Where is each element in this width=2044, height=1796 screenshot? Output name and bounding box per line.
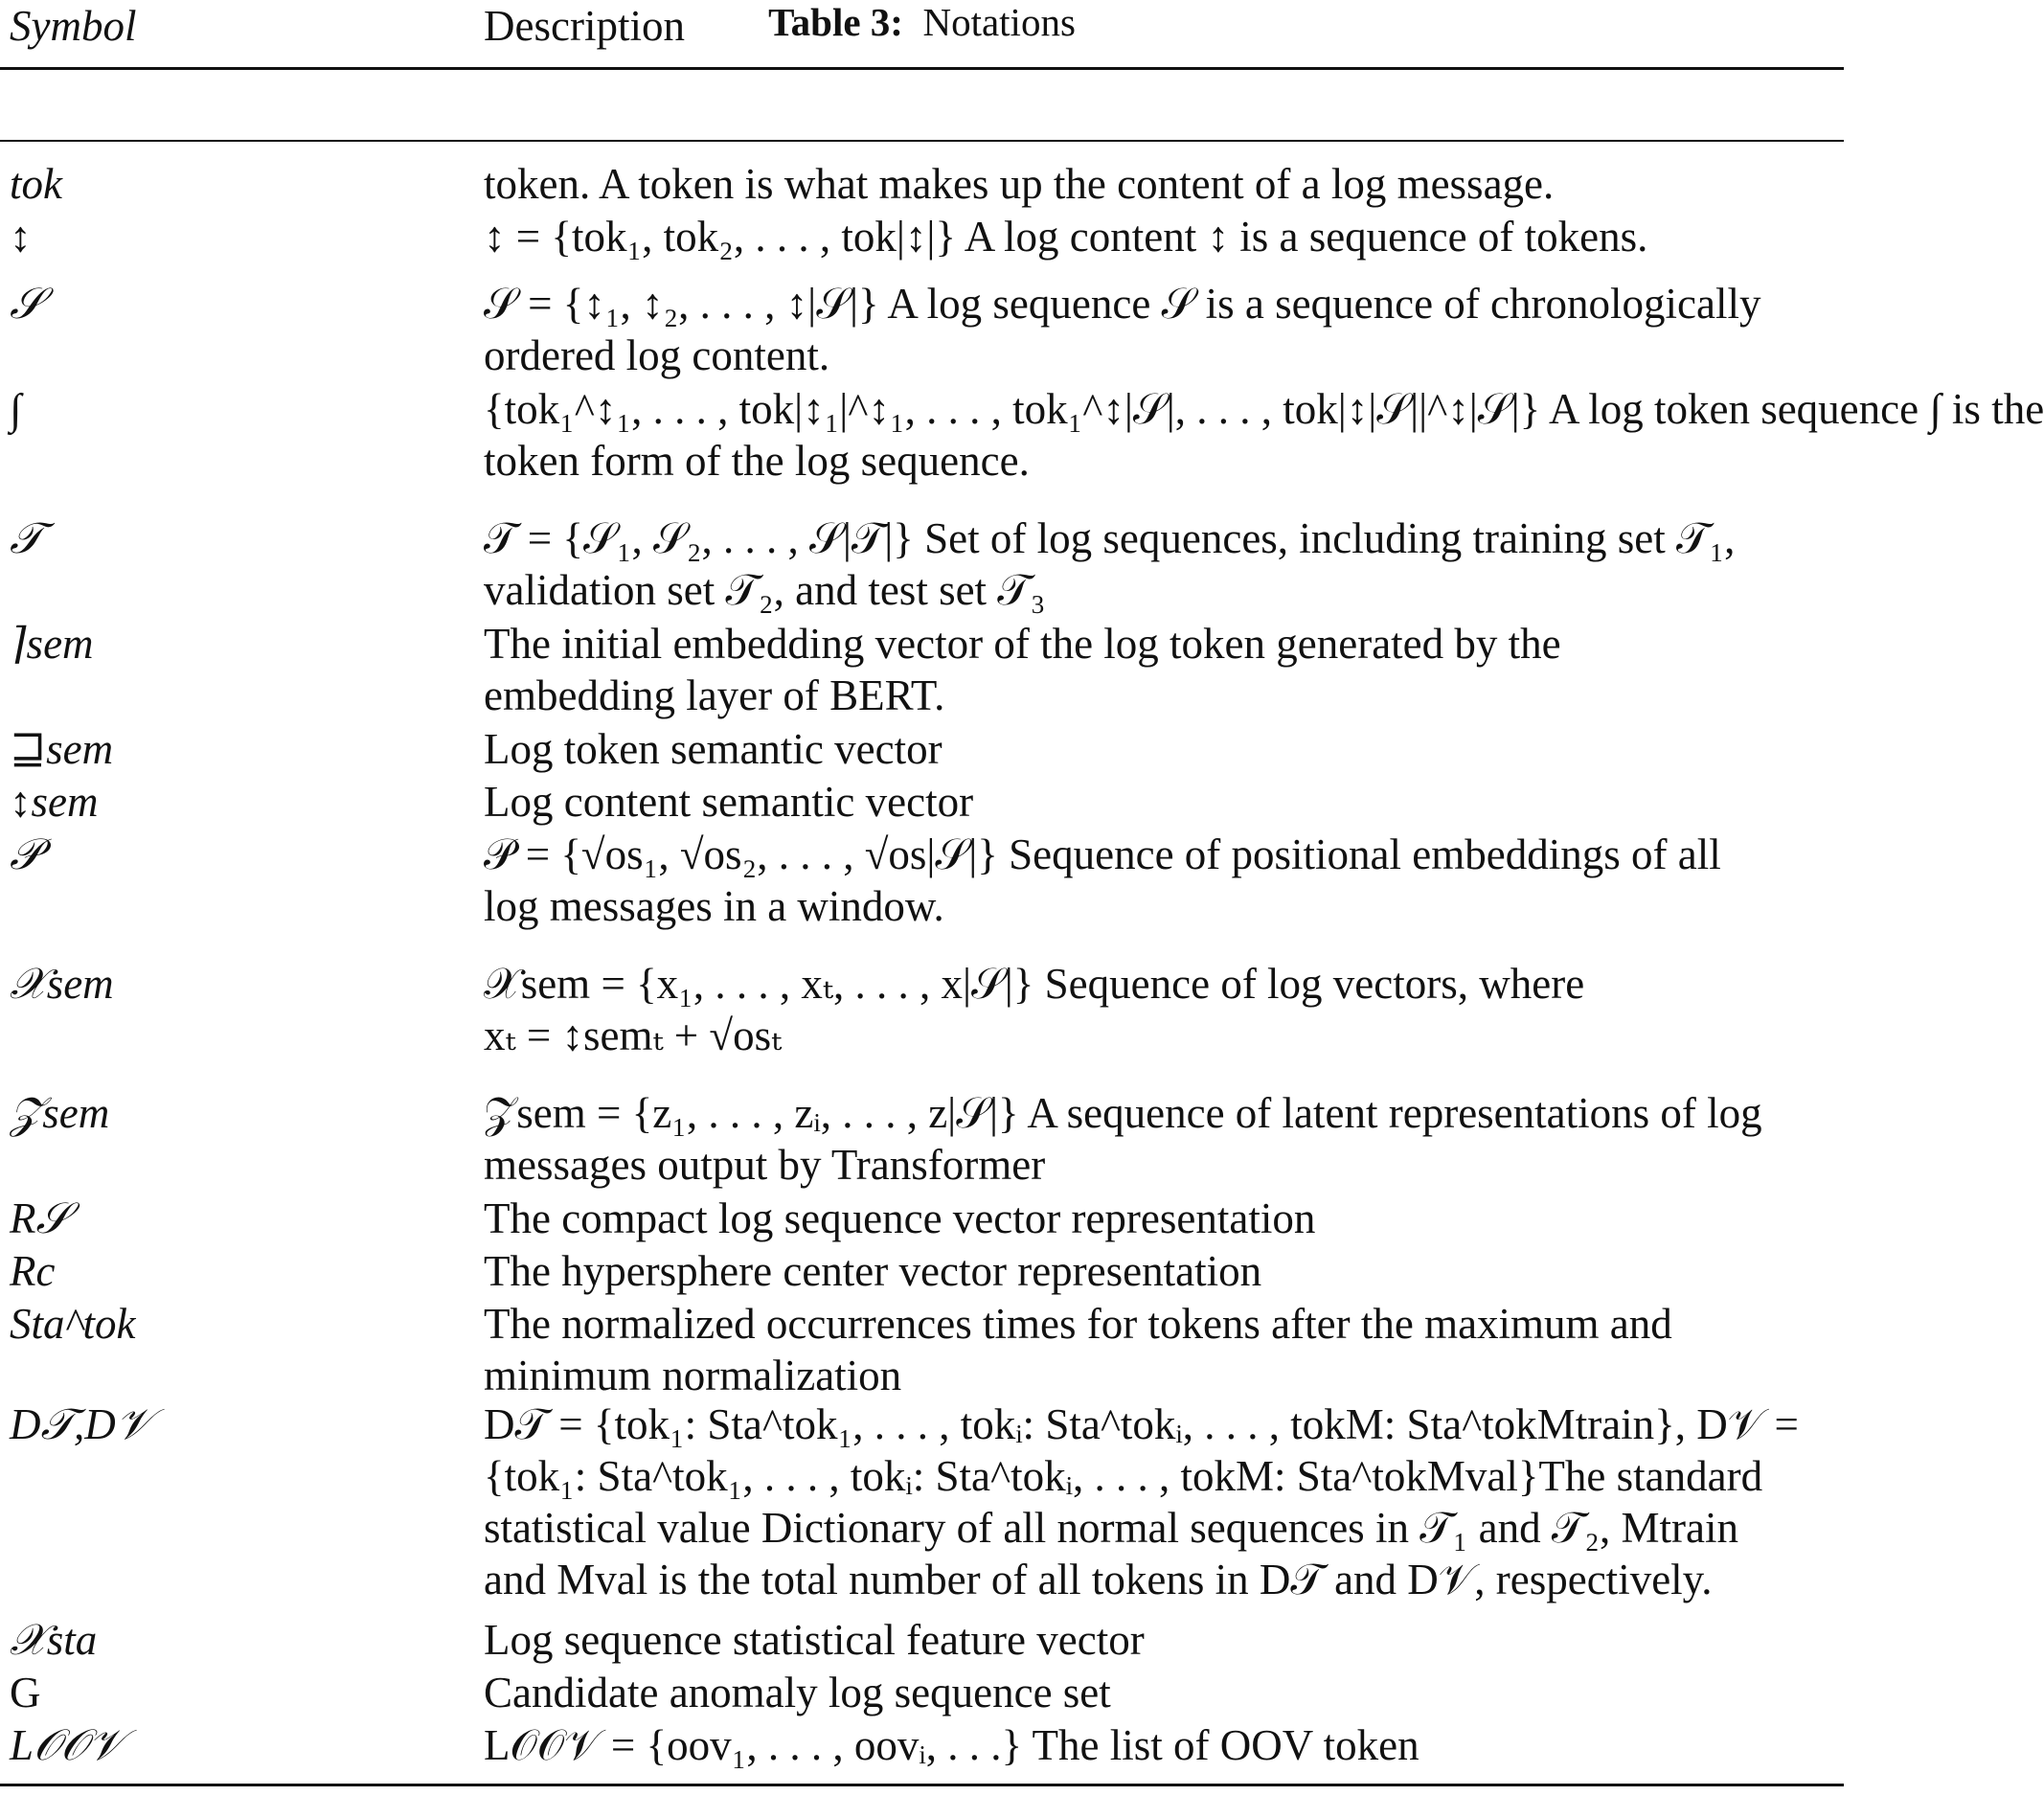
description-line: The initial embedding vector of the log token generated by the bbox=[484, 620, 1561, 668]
description-cell bbox=[484, 383, 2044, 487]
description-cell bbox=[484, 1398, 1834, 1605]
description-line: Log token semantic vector bbox=[484, 725, 943, 773]
description-line: The compact log sequence vector representation bbox=[484, 1194, 1316, 1242]
description-cell bbox=[484, 512, 1834, 616]
symbol-cell: tok bbox=[10, 160, 62, 208]
description-line: embedding layer of BERT. bbox=[484, 671, 945, 719]
description-cell bbox=[484, 158, 1834, 210]
description-line: token. A token is what makes up the content of a log message. bbox=[484, 160, 1555, 208]
description-cell bbox=[484, 1614, 1834, 1666]
symbol-cell: R𝒮 bbox=[10, 1194, 70, 1242]
description-line: xₜ = ↕semₜ + √osₜ bbox=[484, 1012, 783, 1059]
description-cell bbox=[484, 958, 1834, 1061]
description-cell bbox=[484, 278, 1834, 381]
description-line: {tok₁: Sta^tok₁, . . . , tokᵢ: Sta^tokᵢ, . . . , tokM: Sta^tokMval}The standard bbox=[484, 1452, 1763, 1500]
description-line: and Mval is the total number of all tokens in D𝒯 and D𝒱, respectively. bbox=[484, 1556, 1713, 1603]
description-cell bbox=[484, 1087, 1834, 1191]
symbol-cell: ↕sem bbox=[10, 778, 99, 826]
description-line: {tok₁^↕₁, . . . , tok|↕₁|^↕₁, . . . , tok₁^↕|𝒮|, . . . , tok|↕|𝒮||^↕|𝒮|} A log token sequence ∫ is the bbox=[484, 385, 2044, 433]
header-description: Description bbox=[484, 2, 685, 50]
description-cell bbox=[484, 723, 1834, 775]
symbol-cell: ↕ bbox=[10, 213, 32, 261]
description-line: L𝒪𝒪𝒱 = {oov₁, . . . , oovᵢ, . . .} The list of OOV token bbox=[484, 1721, 1419, 1769]
description-line: 𝒮 = {↕₁, ↕₂, . . . , ↕|𝒮|} A log sequence 𝒮 is a sequence of chronologically bbox=[484, 280, 1761, 328]
symbol-cell: ⊒sem bbox=[10, 725, 114, 773]
description-cell bbox=[484, 618, 1834, 721]
description-line: Log sequence statistical feature vector bbox=[484, 1616, 1145, 1664]
description-line: 𝒫 = {√os₁, √os₂, . . . , √os|𝒮|} Sequence of positional embeddings of all bbox=[484, 830, 1721, 878]
description-line: Candidate anomaly log sequence set bbox=[484, 1669, 1111, 1716]
symbol-cell: D𝒯,D𝒱 bbox=[10, 1400, 152, 1448]
header-symbol: Symbol bbox=[10, 2, 137, 50]
description-line: token form of the log sequence. bbox=[484, 437, 1030, 485]
description-line: D𝒯 = {tok₁: Sta^tok₁, . . . , tokᵢ: Sta^tokᵢ, . . . , tokM: Sta^tokMtrain}, D𝒱 = bbox=[484, 1400, 1799, 1448]
symbol-cell: 𝒵sem bbox=[10, 1089, 110, 1137]
description-cell bbox=[484, 1667, 1834, 1718]
table-caption-text: Notations bbox=[922, 0, 1076, 44]
header-rule bbox=[0, 140, 1844, 142]
description-cell bbox=[484, 776, 1834, 828]
symbol-cell: 𝒳sta bbox=[10, 1616, 98, 1664]
description-line: messages output by Transformer bbox=[484, 1141, 1046, 1189]
description-line: statistical value Dictionary of all normal sequences in 𝒯₁ and 𝒯₂, Mtrain bbox=[484, 1504, 1738, 1552]
description-line: The normalized occurrences times for tokens after the maximum and bbox=[484, 1300, 1672, 1348]
symbol-cell: 𝒫 bbox=[10, 830, 41, 878]
description-cell bbox=[484, 1298, 1834, 1401]
description-line: 𝒳sem = {x₁, . . . , xₜ, . . . , x|𝒮|} Sequence of log vectors, where bbox=[484, 960, 1585, 1008]
description-cell bbox=[484, 829, 1834, 932]
description-cell bbox=[484, 1193, 1834, 1244]
symbol-cell: 𝒮 bbox=[10, 280, 43, 328]
table-caption-label: Table 3: bbox=[768, 0, 903, 44]
description-cell bbox=[484, 211, 1834, 262]
symbol-cell: G bbox=[10, 1669, 41, 1716]
description-line: ↕ = {tok₁, tok₂, . . . , tok|↕|} A log content ↕ is a sequence of tokens. bbox=[484, 213, 1648, 261]
description-line: Log content semantic vector bbox=[484, 778, 974, 826]
symbol-cell: L𝒪𝒪𝒱 bbox=[10, 1721, 125, 1769]
description-cell bbox=[484, 1719, 1834, 1771]
bottom-rule bbox=[0, 1784, 1844, 1786]
description-line: ordered log content. bbox=[484, 331, 830, 379]
symbol-cell: 𝒯 bbox=[10, 514, 43, 562]
symbol-cell: ⌉sem bbox=[10, 620, 94, 668]
description-line: minimum normalization bbox=[484, 1352, 902, 1399]
symbol-cell: Sta^tok bbox=[10, 1300, 136, 1348]
symbol-cell: Rc bbox=[10, 1247, 56, 1295]
description-line: log messages in a window. bbox=[484, 882, 944, 930]
description-line: The hypersphere center vector representation bbox=[484, 1247, 1262, 1295]
symbol-cell: ∫ bbox=[10, 385, 22, 433]
description-line: 𝒵sem = {z₁, . . . , zᵢ, . . . , z|𝒮|} A sequence of latent representations of log bbox=[484, 1089, 1762, 1137]
description-cell bbox=[484, 1245, 1834, 1297]
symbol-cell: 𝒳sem bbox=[10, 960, 114, 1008]
top-rule bbox=[0, 67, 1844, 70]
description-line: 𝒯 = {𝒮₁, 𝒮₂, . . . , 𝒮|𝒯|} Set of log sequences, including training set 𝒯₁, bbox=[484, 514, 1736, 562]
description-line: validation set 𝒯₂, and test set 𝒯₃ bbox=[484, 566, 1046, 614]
